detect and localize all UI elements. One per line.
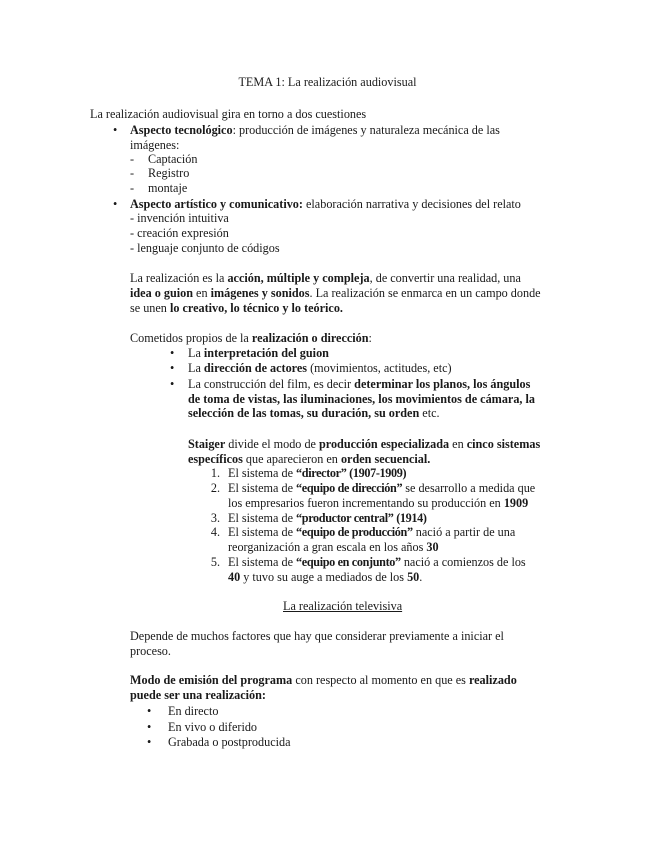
dash-marker: - (130, 181, 135, 195)
text-run-bold: acción, múltiple y compleja (227, 271, 370, 285)
text-run: y tuvo su auge a mediados de los (240, 570, 408, 584)
bullet-icon: • (147, 735, 152, 749)
tv-paragraph-line-1: Depende de muchos factores que hay que considerar previamente a iniciar el (130, 629, 504, 643)
list-item: - creación expresión (130, 226, 229, 240)
text-run: . La realización se enmarca en un campo donde (309, 286, 541, 300)
system-item-3 (228, 511, 427, 526)
system-item-2-line-2 (228, 496, 528, 511)
text-run: El sistema de (228, 525, 297, 539)
text-run-bold: Modo de emisión del programa (130, 673, 293, 687)
text-run: El sistema de (228, 466, 297, 480)
text-run: nació a partir de una (412, 525, 516, 539)
list-item: Grabada o postproducida (168, 735, 291, 749)
text-run-bold: Staiger (188, 437, 226, 451)
system-item-2 (228, 481, 535, 496)
text-run: nació a comienzos de los (400, 555, 526, 569)
text-run: La (188, 361, 204, 375)
text-run: El sistema de (228, 481, 297, 495)
emision-line-2 (130, 688, 266, 703)
dash-marker: - (130, 152, 135, 166)
text-run: . (419, 570, 423, 584)
bullet-icon: • (170, 346, 175, 360)
aspect-art-label: Aspecto artístico y comunicativo: (130, 197, 303, 211)
text-run: los empresarios fueron incrementando su producción en (228, 496, 504, 510)
text-run: divide el modo de (225, 437, 319, 451)
text-run: se desarrollo a medida que (402, 481, 536, 495)
cometidos-intro (130, 331, 372, 346)
text-run-bold: selección de las tomas, su duración, su orden (188, 406, 420, 420)
text-run: La construcción del film, es decir (188, 377, 355, 391)
text-run-bold: realizado (468, 673, 517, 687)
bullet-icon: • (147, 720, 152, 734)
text-run-bold: 30 (426, 540, 439, 554)
cometido-item-1 (188, 346, 329, 361)
system-item-4 (228, 525, 515, 540)
system-item-1 (228, 466, 406, 481)
dash-marker: - (130, 166, 135, 180)
text-run: La (188, 346, 204, 360)
aspect-tech-label: Aspecto tecnológico (130, 123, 233, 137)
text-run-bold: 50 (407, 570, 420, 584)
text-run-bold: cinco sistemas (466, 437, 541, 451)
text-run: : (368, 331, 372, 345)
text-run-bold: dirección de actores (203, 361, 308, 375)
intro-text: La realización audiovisual gira en torno a dos cuestiones (90, 107, 367, 121)
text-run: Cometidos propios de la (130, 331, 252, 345)
text-run: en (193, 286, 211, 300)
text-run-bold: “equipo de dirección” (296, 481, 403, 495)
text-run-bold: de toma de vistas, las iluminaciones, los movimientos de cámara, la (188, 392, 535, 406)
list-number: 4. (210, 525, 220, 539)
text-run-bold: “director” (1907-1909) (296, 466, 407, 480)
text-run-bold: 1909 (503, 496, 529, 510)
text-run-bold: “equipo de producción” (296, 525, 413, 539)
system-item-5 (228, 555, 526, 570)
aspect-tech-line2: imágenes: (130, 138, 180, 152)
text-run-bold: producción especializada (319, 437, 450, 451)
list-number: 1. (210, 466, 220, 480)
text-run-bold: “productor central” (1914) (296, 511, 427, 525)
text-run: con respecto al momento en que es (292, 673, 469, 687)
section-heading-tv: La realización televisiva (283, 599, 403, 613)
text-run: reorganización a gran escala en los años (228, 540, 427, 554)
text-run: , de convertir una realidad, una (369, 271, 521, 285)
text-run-bold: interpretación del guion (203, 346, 329, 360)
text-run-bold: orden secuencial. (340, 452, 431, 466)
text-run: se unen (130, 301, 170, 315)
definition-line-3 (130, 301, 343, 316)
text-run: (movimientos, actitudes, etc) (307, 361, 452, 375)
bullet-icon: • (170, 377, 175, 391)
page-title: TEMA 1: La realización audiovisual (238, 75, 417, 89)
text-run: en (449, 437, 467, 451)
bullet-icon: • (113, 123, 118, 137)
text-run-bold: idea o guion (130, 286, 193, 300)
cometido-item-3-line-2 (188, 392, 535, 407)
text-run-bold: determinar los planos, los ángulos (354, 377, 531, 391)
list-item: Captación (148, 152, 198, 166)
list-number: 2. (210, 481, 220, 495)
text-run: etc. (419, 406, 440, 420)
list-item: - lenguaje conjunto de códigos (130, 241, 280, 255)
text-run-bold: lo creativo, lo técnico y lo teórico. (169, 301, 343, 315)
staiger-line-2 (188, 452, 430, 467)
text-run: El sistema de (228, 511, 297, 525)
cometido-item-2 (188, 361, 452, 376)
text-run-bold: puede ser una realización: (130, 688, 266, 702)
list-item: Registro (148, 166, 190, 180)
text-run: El sistema de (228, 555, 297, 569)
text-run-bold: realización o dirección (251, 331, 369, 345)
list-item: - invención intuitiva (130, 211, 229, 225)
text-run-bold: 40 (228, 570, 241, 584)
emision-line-1 (130, 673, 517, 688)
text-run-bold: específicos (188, 452, 243, 466)
cometido-item-3-line-3 (188, 406, 440, 421)
list-number: 3. (210, 511, 220, 525)
text-run-bold: “equipo en conjunto” (296, 555, 401, 569)
aspect-tech-line (130, 123, 500, 138)
text-run-bold: imágenes y sonidos (210, 286, 310, 300)
text-run: que aparecieron en (242, 452, 341, 466)
aspect-art-text: elaboración narrativa y decisiones del relato (302, 197, 521, 211)
aspect-art-line (130, 197, 521, 212)
bullet-icon: • (147, 704, 152, 718)
bullet-icon: • (113, 197, 118, 211)
text-run: La realización es la (130, 271, 228, 285)
system-item-5-line-2 (228, 570, 422, 585)
bullet-icon: • (170, 361, 175, 375)
list-item: En directo (168, 704, 219, 718)
system-item-4-line-2 (228, 540, 439, 555)
aspect-tech-text: : producción de imágenes y naturaleza mecánica de las (232, 123, 500, 137)
list-number: 5. (210, 555, 220, 569)
list-item: En vivo o diferido (168, 720, 258, 734)
cometido-item-3-line-1 (188, 377, 530, 392)
list-item: montaje (148, 181, 188, 195)
definition-line-2 (130, 286, 541, 301)
tv-paragraph-line-2: proceso. (130, 644, 171, 658)
definition-line-1 (130, 271, 521, 286)
staiger-line-1 (188, 437, 540, 452)
